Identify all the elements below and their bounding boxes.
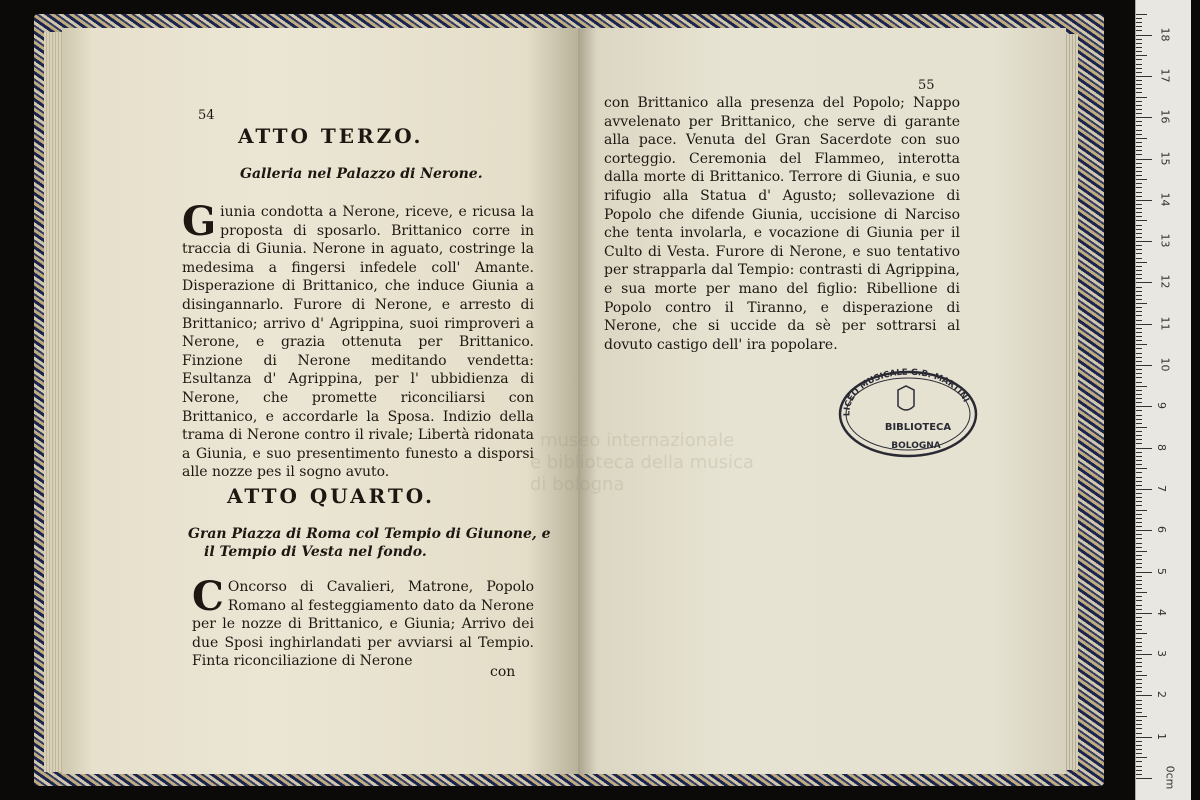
ruler-tick (1136, 720, 1142, 721)
ruler-tick (1136, 167, 1142, 168)
ruler-tick (1136, 625, 1142, 626)
ruler-tick (1136, 386, 1147, 387)
ruler-tick (1136, 47, 1142, 48)
ruler-tick (1136, 72, 1142, 73)
ruler-tick (1136, 117, 1152, 118)
ruler-tick (1136, 679, 1142, 680)
ruler-tick (1136, 588, 1142, 589)
ruler-tick (1136, 113, 1142, 114)
ruler-tick (1136, 369, 1142, 370)
ruler-tick (1136, 580, 1142, 581)
ruler-tick (1136, 299, 1142, 300)
ruler-tick (1136, 600, 1142, 601)
ruler-tick (1136, 555, 1142, 556)
ruler-tick (1136, 534, 1142, 535)
ruler-tick (1136, 382, 1142, 383)
ruler-tick (1136, 373, 1142, 374)
ruler-tick (1136, 320, 1142, 321)
ruler-tick (1136, 344, 1147, 345)
watermark: museo internazionale e biblioteca della musica di bologna (530, 430, 754, 495)
ruler-tick (1136, 559, 1142, 560)
ruler-tick (1136, 700, 1142, 701)
ruler-tick (1136, 357, 1142, 358)
crest-icon (898, 386, 914, 410)
ruler-tick (1136, 220, 1147, 221)
ruler-tick (1136, 724, 1142, 725)
ruler-tick (1136, 159, 1152, 160)
ruler-tick (1136, 687, 1142, 688)
ruler-tick (1136, 749, 1142, 750)
ruler-tick (1136, 125, 1142, 126)
ruler-tick (1136, 662, 1142, 663)
ruler-tick (1136, 481, 1142, 482)
ruler-tick (1136, 766, 1142, 767)
ruler-tick (1136, 43, 1142, 44)
ruler-tick (1136, 443, 1142, 444)
svg-text:LICEO MUSICALE G.B. MARTINI (842, 368, 970, 416)
ruler-tick (1136, 196, 1142, 197)
ruler-tick (1136, 522, 1142, 523)
ruler-tick (1136, 733, 1142, 734)
ruler-tick (1136, 646, 1142, 647)
ruler-number: 3 (1155, 650, 1168, 658)
ruler-tick (1136, 307, 1142, 308)
ruler-tick (1136, 163, 1142, 164)
ruler-tick (1136, 208, 1142, 209)
library-stamp (836, 368, 980, 460)
ruler-tick (1136, 526, 1142, 527)
ruler-tick (1136, 324, 1152, 325)
ruler-tick (1136, 68, 1142, 69)
ruler-tick (1136, 291, 1142, 292)
ruler-tick (1136, 390, 1142, 391)
ruler-tick (1136, 134, 1142, 135)
act4-dropcap: C (192, 573, 224, 620)
ruler-tick (1136, 712, 1142, 713)
act4-scene-line1: Gran Piazza di Roma col Tempio di Giunone, e (188, 526, 551, 542)
ruler-tick (1136, 551, 1147, 552)
ruler-tick (1136, 22, 1142, 23)
ruler-tick (1136, 778, 1152, 779)
act3-dropcap: G (182, 198, 217, 245)
act4-synopsis: C Oncorso di Cavalieri, Matrone, Popolo Romano al festeggiamento dato da Nerone per le nozze di Brittanico, e Giunia; Arrivo dei due Sposi inghirlandati per avviarsi al Tempio. Finta riconciliazione di Nerone (192, 573, 534, 670)
ruler-tick (1136, 315, 1142, 316)
ruler-tick (1136, 249, 1142, 250)
ruler-tick (1136, 229, 1142, 230)
ruler-tick (1136, 109, 1142, 110)
left-page (62, 28, 579, 774)
ruler-tick (1136, 423, 1142, 424)
ruler-tick (1136, 683, 1142, 684)
right-page (578, 28, 1066, 774)
act3-scene: Galleria nel Palazzo di Nerone. (240, 166, 483, 182)
ruler-tick (1136, 605, 1142, 606)
act3-title: ATTO TERZO. (238, 124, 424, 148)
ruler-tick (1136, 596, 1142, 597)
ruler-tick (1136, 142, 1142, 143)
ruler-tick (1136, 39, 1142, 40)
ruler-tick (1136, 398, 1142, 399)
ruler-tick (1136, 270, 1142, 271)
ruler-tick (1136, 650, 1142, 651)
ruler-tick (1136, 638, 1142, 639)
ruler-number: 10 (1158, 357, 1172, 372)
ruler-tick (1136, 216, 1142, 217)
ruler-tick (1136, 543, 1142, 544)
ruler-tick (1136, 212, 1142, 213)
ruler-tick (1136, 448, 1152, 449)
ruler-tick (1136, 146, 1142, 147)
ruler-tick (1136, 179, 1147, 180)
ruler-tick (1136, 353, 1142, 354)
left-page-number: 54 (198, 108, 215, 123)
ruler-tick (1136, 410, 1142, 411)
ruler-tick (1136, 435, 1142, 436)
ruler-number: 16 (1158, 109, 1172, 124)
ruler-tick (1136, 365, 1152, 366)
ruler-tick (1136, 200, 1152, 201)
ruler-tick (1136, 642, 1142, 643)
ruler-tick (1136, 695, 1152, 696)
ruler-tick (1136, 253, 1142, 254)
ruler-tick (1136, 761, 1142, 762)
ruler-tick (1136, 621, 1142, 622)
ruler-number: 9 (1155, 402, 1168, 410)
ruler-tick (1136, 64, 1142, 65)
ruler-tick (1136, 666, 1142, 667)
ruler-tick (1136, 592, 1147, 593)
ruler-tick (1136, 282, 1152, 283)
ruler-tick (1136, 225, 1142, 226)
ruler-number: 7 (1155, 484, 1168, 492)
ruler-number: 14 (1158, 192, 1172, 207)
ruler-tick (1136, 464, 1142, 465)
ruler-tick (1136, 394, 1142, 395)
ruler-tick (1136, 138, 1147, 139)
ruler-tick (1136, 192, 1142, 193)
ruler-tick (1136, 55, 1147, 56)
ruler-tick (1136, 303, 1147, 304)
ruler-tick (1136, 563, 1142, 564)
ruler-tick (1136, 245, 1142, 246)
stamp-text-mid: BIBLIOTECA (884, 422, 952, 433)
ruler-tick (1136, 105, 1142, 106)
right-page-number: 55 (918, 78, 935, 93)
ruler-tick (1136, 745, 1142, 746)
page-edges-right (1064, 34, 1078, 770)
ruler-tick (1136, 658, 1142, 659)
ruler-tick (1136, 671, 1142, 672)
ruler-tick (1136, 336, 1142, 337)
ruler-tick (1136, 489, 1152, 490)
stamp-text-top: LICEO MUSICALE G.B. MARTINI (842, 368, 971, 417)
ruler-tick (1136, 287, 1142, 288)
ruler-tick (1136, 340, 1142, 341)
ruler-tick (1136, 274, 1142, 275)
ruler-tick (1136, 741, 1142, 742)
ruler-tick (1136, 328, 1142, 329)
ruler-tick (1136, 175, 1142, 176)
ruler-number: 17 (1158, 68, 1172, 83)
ruler-tick (1136, 121, 1142, 122)
ruler-tick (1136, 468, 1147, 469)
ruler-tick (1136, 456, 1142, 457)
ruler-tick (1136, 187, 1142, 188)
ruler-tick (1136, 514, 1142, 515)
ruler-tick (1136, 258, 1142, 259)
ruler-tick (1136, 452, 1142, 453)
ruler-tick (1136, 150, 1142, 151)
ruler-tick (1136, 88, 1142, 89)
ruler-tick (1136, 770, 1142, 771)
ruler-tick (1136, 14, 1147, 15)
ruler-tick (1136, 757, 1147, 758)
act4-scene-line2: il Tempio di Vesta nel fondo. (204, 544, 427, 560)
ruler-tick (1136, 691, 1142, 692)
ruler-tick (1136, 97, 1147, 98)
ruler-tick (1136, 617, 1142, 618)
ruler-tick (1136, 332, 1142, 333)
ruler-tick (1136, 76, 1152, 77)
ruler-tick (1136, 204, 1142, 205)
ruler-tick (1136, 241, 1152, 242)
ruler-number: 8 (1155, 443, 1168, 451)
ruler-tick (1136, 584, 1142, 585)
ruler-tick (1136, 716, 1147, 717)
ruler-tick (1136, 477, 1142, 478)
ruler-tick (1136, 295, 1142, 296)
right-page-text: con Brittanico alla presenza del Popolo; Nappo avvelenato per Brittanico, che serve di garante alla pace. Venuta del Gran Sacerdote con suo corteggio. Ceremonia del Flammeo, interotta dalla morte di Brittanico. Terrore di Giunia, e suo rifugio alla Statua d' Agusto; sollevazione di Popolo che difende Giunia, uccisione di Narciso che tenta involarla, e vocazione di Giunia per il Culto di Vesta. Furore di Nerone, e suo tentativo per strapparla dal Tempio: contrasti di Agrippina, e sua morte per mano del figlio: Ribellione di Popolo contro il Tiranno, e disperazione di Nerone, che si uccide da sè per sottrarsi al dovuto castigo dell' ira popolare. (604, 95, 960, 353)
ruler-tick (1136, 704, 1142, 705)
catchword: con (490, 664, 516, 680)
ruler-number: 5 (1155, 567, 1168, 575)
ruler-number: 12 (1158, 274, 1172, 289)
ruler-tick (1136, 501, 1142, 502)
ruler-tick (1136, 629, 1142, 630)
ruler-tick (1136, 460, 1142, 461)
ruler-tick (1136, 538, 1142, 539)
ruler-number: 15 (1158, 151, 1172, 165)
ruler-number: 6 (1155, 526, 1168, 534)
act4-title: ATTO QUARTO. (227, 484, 435, 508)
ruler-number: 11 (1158, 316, 1172, 331)
ruler-tick (1136, 439, 1142, 440)
ruler-tick (1136, 485, 1142, 486)
ruler-number: 13 (1158, 233, 1172, 248)
ruler-tick (1136, 737, 1152, 738)
ruler-tick (1136, 237, 1142, 238)
ruler-tick (1136, 518, 1142, 519)
ruler-tick (1136, 547, 1142, 548)
ruler-tick (1136, 101, 1142, 102)
ruler-tick (1136, 753, 1142, 754)
ruler-tick (1136, 497, 1142, 498)
ruler-tick (1136, 675, 1147, 676)
ruler-tick (1136, 406, 1152, 407)
ruler-tick (1136, 348, 1142, 349)
ruler-tick (1136, 311, 1142, 312)
ruler-tick (1136, 609, 1142, 610)
ruler-tick (1136, 633, 1147, 634)
ruler-tick (1136, 26, 1142, 27)
ruler-tick (1136, 510, 1147, 511)
ruler-tick (1136, 171, 1142, 172)
ruler-tick (1136, 130, 1142, 131)
ruler-tick (1136, 154, 1142, 155)
ruler-tick (1136, 361, 1142, 362)
ruler-tick (1136, 728, 1142, 729)
ruler-tick (1136, 183, 1142, 184)
ruler-tick (1136, 567, 1142, 568)
ruler-tick (1136, 402, 1142, 403)
ruler-tick (1136, 18, 1142, 19)
ruler-tick (1136, 613, 1152, 614)
ruler-tick (1136, 377, 1142, 378)
ruler-number: 18 (1158, 27, 1172, 42)
ruler-tick (1136, 708, 1142, 709)
ruler-number: 4 (1155, 608, 1168, 616)
ruler-tick (1136, 84, 1142, 85)
ruler-tick (1136, 419, 1142, 420)
ruler-tick (1136, 774, 1142, 775)
ruler-tick (1136, 576, 1142, 577)
ruler-tick (1136, 35, 1152, 36)
ruler-tick (1136, 30, 1142, 31)
ruler-tick (1136, 505, 1142, 506)
ruler-number: 2 (1155, 691, 1168, 699)
ruler-tick (1136, 654, 1152, 655)
ruler-tick (1136, 278, 1142, 279)
ruler-tick (1136, 431, 1142, 432)
ruler-tick (1136, 572, 1152, 573)
ruler-tick (1136, 530, 1152, 531)
ruler-number: 1 (1155, 732, 1168, 740)
ruler-tick (1136, 266, 1142, 267)
ruler-tick (1136, 92, 1142, 93)
ruler-tick (1136, 233, 1142, 234)
ruler-number: 0cm (1163, 765, 1177, 790)
ruler-tick (1136, 59, 1142, 60)
stamp-text-bottom: BOLOGNA (891, 441, 941, 451)
ruler-tick (1136, 415, 1142, 416)
ruler-tick (1136, 80, 1142, 81)
ruler-tick (1136, 493, 1142, 494)
ruler-tick (1136, 262, 1147, 263)
ruler-tick (1136, 427, 1147, 428)
act3-synopsis: Giunia condotta a Nerone, riceve, e ricusa la proposta di sposarlo. Brittanico corre in traccia di Giunia. Nerone in aguato, costringe la medesima a fingersi infedele coll' Amante. Disperazione di Brittanico, che induce Giunia a disingannarlo. Furore di Nerone, e arresto di Brittanico; arrivo d' Agrippina, suoi rimproveri a Nerone, e grazia ottenuta per Brittanico. Finzione di Nerone meditando vendetta: Esultanza d' Agrippina, per l' ubbidienza di Nerone, che promette riconciliarsi con Brittanico, e accordarle la Sposa. Indizio della trama di Nerone contro il rivale; Libertà ridonata a Giunia, e suo presentimento funesto a disporsi alle nozze pes il sogno avuto. (182, 198, 534, 481)
measuring-ruler (1135, 0, 1191, 800)
ruler-tick (1136, 472, 1142, 473)
ruler-tick (1136, 51, 1142, 52)
